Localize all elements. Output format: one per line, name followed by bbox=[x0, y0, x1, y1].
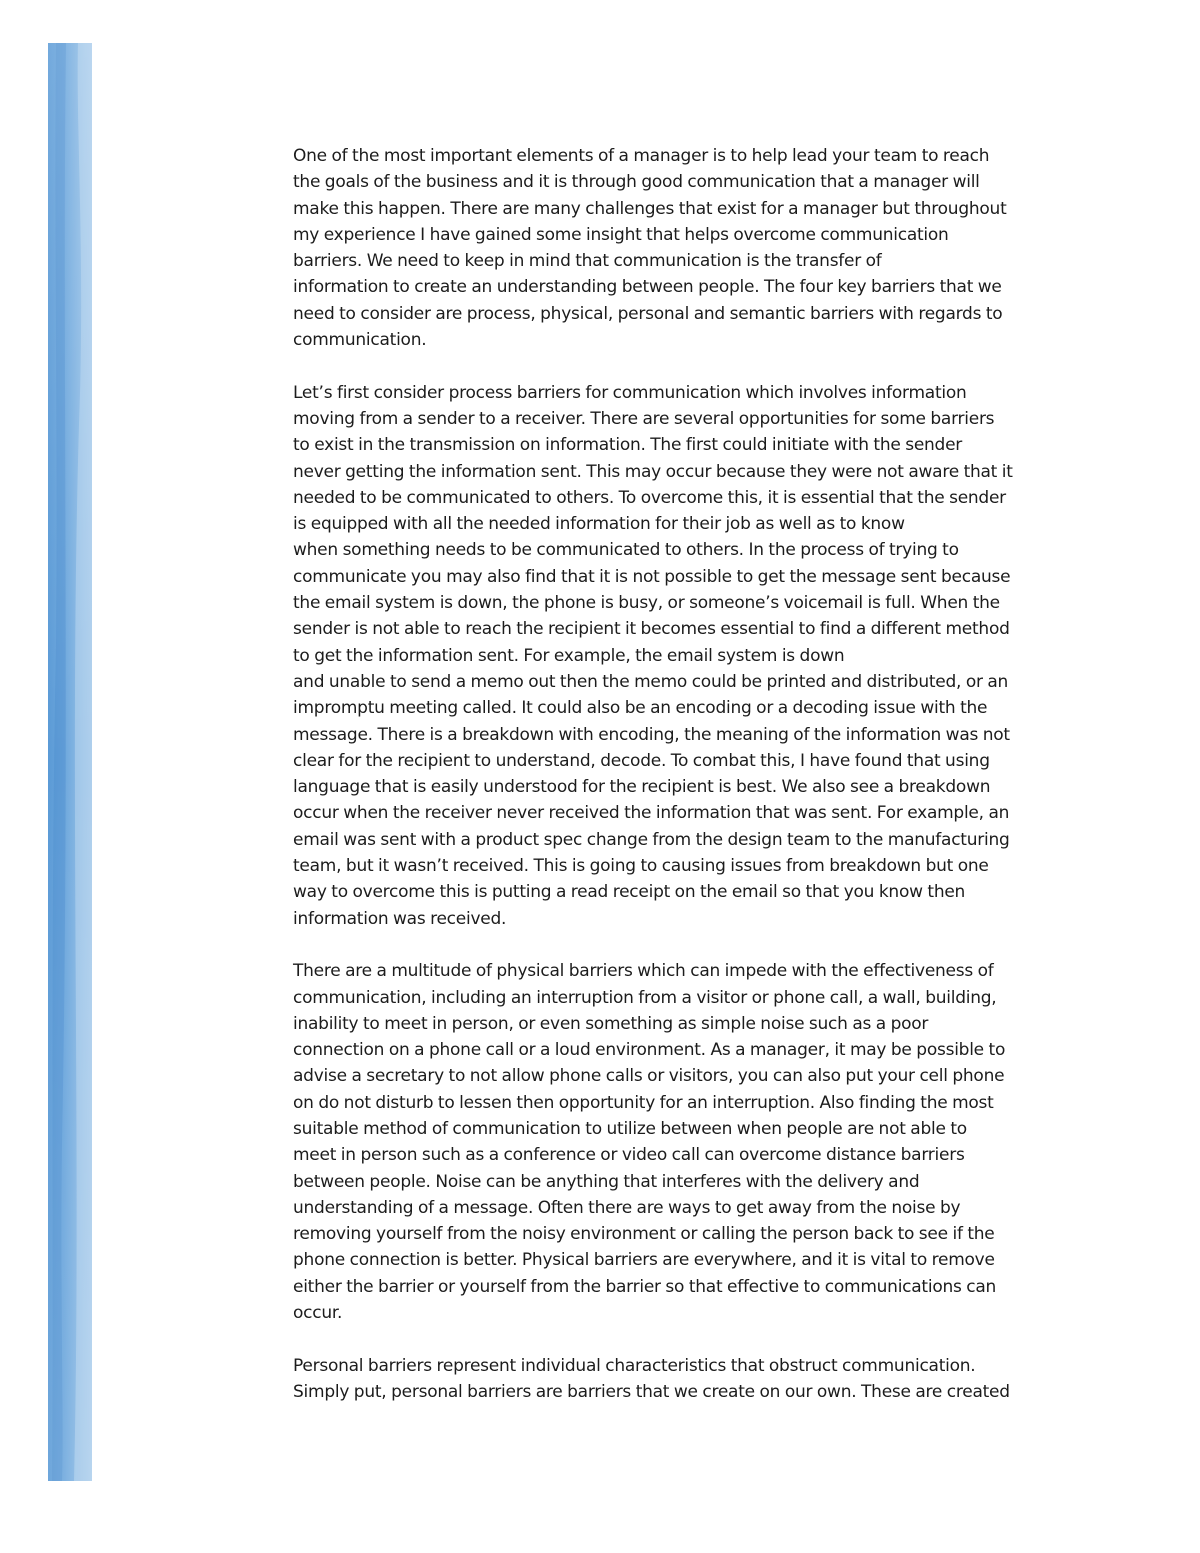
text-line: There are a multitude of physical barriers which can impede with the effectiveness of bbox=[293, 961, 994, 982]
paragraph-4 bbox=[293, 1353, 1068, 1406]
text-line: Let’s first consider process barriers for communication which involves information bbox=[293, 382, 967, 403]
text-line: either the barrier or yourself from the barrier so that effective to communications can bbox=[293, 1276, 997, 1297]
text-line: never getting the information sent. This may occur because they were not aware that it bbox=[293, 461, 1013, 482]
text-line: information to create an understanding between people. The four key barriers that we bbox=[293, 277, 1002, 298]
text-line: One of the most important elements of a manager is to help lead your team to reach bbox=[293, 146, 990, 166]
text-line: make this happen. There are many challenges that exist for a manager but throughout bbox=[293, 198, 1007, 219]
paragraph-gap bbox=[293, 1326, 1068, 1352]
text-line: advise a secretary to not allow phone calls or visitors, you can also put your cell phone bbox=[293, 1066, 1005, 1087]
paragraph-gap bbox=[293, 353, 1068, 379]
document-body bbox=[293, 143, 1068, 1405]
paragraph-2 bbox=[293, 380, 1068, 932]
text-line: way to overcome this is putting a read receipt on the email so that you know then bbox=[293, 882, 966, 903]
side-band-graphic bbox=[48, 43, 92, 1481]
text-line: occur. bbox=[293, 1303, 343, 1324]
text-line: and unable to send a memo out then the memo could be printed and distributed, or an bbox=[293, 671, 1009, 692]
text-line: the email system is down, the phone is busy, or someone’s voicemail is full. When the bbox=[293, 593, 1000, 614]
text-line: to get the information sent. For example, the email system is down bbox=[293, 645, 845, 666]
text-line: my experience I have gained some insight that helps overcome communication bbox=[293, 224, 949, 245]
text-line: connection on a phone call or a loud environment. As a manager, it may be possible to bbox=[293, 1040, 1006, 1061]
text-line: is equipped with all the needed information for their job as well as to know bbox=[293, 514, 905, 535]
text-line: email was sent with a product spec change from the design team to the manufacturing bbox=[293, 829, 1010, 850]
text-line: message. There is a breakdown with encoding, the meaning of the information was not bbox=[293, 724, 1010, 745]
text-line: to exist in the transmission on information. The first could initiate with the sender bbox=[293, 435, 963, 456]
text-line: Simply put, personal barriers are barriers that we create on our own. These are created bbox=[293, 1381, 1010, 1402]
text-line: clear for the recipient to understand, decode. To combat this, I have found that using bbox=[293, 750, 990, 771]
text-line: team, but it wasn’t received. This is going to causing issues from breakdown but one bbox=[293, 856, 989, 877]
text-line: the goals of the business and it is through good communication that a manager will bbox=[293, 172, 980, 193]
text-line: barriers. We need to keep in mind that communication is the transfer of bbox=[293, 251, 882, 272]
text-line: communication. bbox=[293, 330, 427, 351]
text-line: removing yourself from the noisy environment or calling the person back to see if the bbox=[293, 1224, 995, 1245]
text-line: meet in person such as a conference or video call can overcome distance barriers bbox=[293, 1145, 965, 1166]
text-line: sender is not able to reach the recipient it becomes essential to find a different method bbox=[293, 619, 1010, 640]
text-line: moving from a sender to a receiver. There are several opportunities for some barriers bbox=[293, 408, 995, 429]
text-line: communication, including an interruption from a visitor or phone call, a wall, building, bbox=[293, 987, 997, 1008]
decorative-side-band bbox=[48, 43, 92, 1481]
text-line: information was received. bbox=[293, 908, 507, 929]
text-line: needed to be communicated to others. To overcome this, it is essential that the sender bbox=[293, 487, 1006, 508]
paragraph-gap bbox=[293, 932, 1068, 958]
text-line: when something needs to be communicated to others. In the process of trying to bbox=[293, 540, 959, 561]
text-line: suitable method of communication to utilize between when people are not able to bbox=[293, 1118, 967, 1139]
text-line: language that is easily understood for the recipient is best. We also see a breakdown bbox=[293, 777, 991, 798]
text-line: on do not disturb to lessen then opportunity for an interruption. Also finding the most bbox=[293, 1092, 994, 1113]
paragraph-1 bbox=[293, 143, 1068, 353]
text-line: communicate you may also find that it is not possible to get the message sent because bbox=[293, 566, 1011, 587]
text-line: impromptu meeting called. It could also be an encoding or a decoding issue with the bbox=[293, 698, 988, 719]
text-line: phone connection is better. Physical barriers are everywhere, and it is vital to remove bbox=[293, 1250, 995, 1271]
text-line: inability to meet in person, or even something as simple noise such as a poor bbox=[293, 1013, 929, 1034]
text-line: need to consider are process, physical, personal and semantic barriers with regards to bbox=[293, 303, 1003, 324]
text-line: occur when the receiver never received the information that was sent. For example, an bbox=[293, 803, 1010, 824]
paragraph-3 bbox=[293, 958, 1068, 1326]
text-line: Personal barriers represent individual characteristics that obstruct communication. bbox=[293, 1355, 976, 1376]
text-line: between people. Noise can be anything that interferes with the delivery and bbox=[293, 1171, 920, 1192]
text-line: understanding of a message. Often there are ways to get away from the noise by bbox=[293, 1197, 961, 1218]
